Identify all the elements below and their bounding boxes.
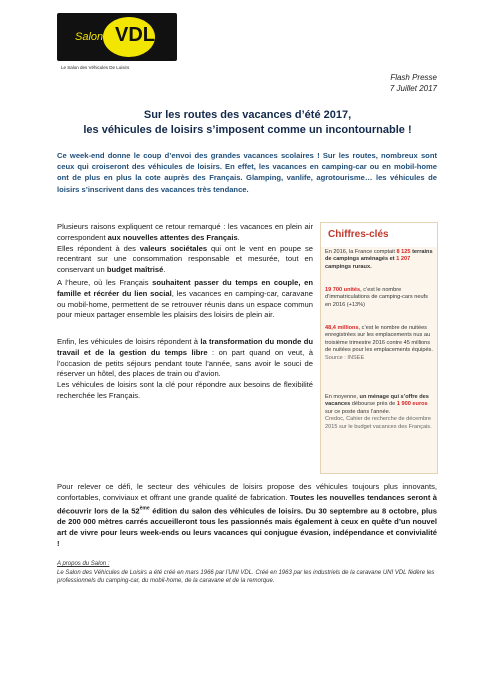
key-figure-budget bbox=[325, 394, 435, 431]
logo-vdl-text: VDL bbox=[115, 24, 155, 46]
document-title bbox=[40, 108, 455, 138]
lead-paragraph: Ce week-end donne le coup d’envoi des grandes vacances scolaires ! Sur les routes, nombreux sont ceux qui croiseront des véhicules de loisirs. En effet, les vacances en camping-car ou en mobil-home ont de plus en plus la cote auprès des Français. Glamping, vanlife, agrotourisme… les véhicules de loisirs s’inscrivent dans des vacances très tendance. bbox=[57, 151, 437, 194]
bold-span: édition du salon des véhicules de loisirs. Du 30 septembre au 8 octobre, plus de 200 000 mètres carrés accueilleront tous les passionnés mais également à ceux en quête d’un nouvel art de vivre pour leurs week-ends ou leurs vacances qui conjugue évasion, indépendance et convivialité ! bbox=[57, 506, 437, 548]
text-span: , c’est le nombre d’immatriculations de camping-cars neufs en 2016 (+13%) bbox=[325, 287, 428, 308]
superscript: ème bbox=[139, 505, 150, 512]
source-note: Source : INSEE bbox=[325, 354, 365, 361]
flash-presse-label: Flash Presse bbox=[390, 73, 437, 82]
about-text: Le Salon des Véhicules de Loisirs a été créé en mars 1966 par l’UNI VDL. Créé en 1963 par les industriels de la caravane UNI VDL fédère les professionnels du camping-car, du mobil-home, de la caravane et de la remorque. bbox=[57, 569, 435, 585]
text-span: . bbox=[163, 265, 166, 275]
paragraph-social bbox=[57, 278, 313, 321]
text-span: , les vacances en camping-car, caravane ou mobil-home, permettent de se retrouver réunis dans un espace commun pour mieux partager ensemble les plaisirs des loisirs de plein air. bbox=[57, 288, 313, 320]
bold-span: valeurs sociétales bbox=[139, 243, 208, 253]
about-salon bbox=[57, 560, 437, 586]
source-note: Credoc, Cahier de recherche de décembre 2015 sur le budget vacances des Français. bbox=[325, 416, 432, 430]
text-span: sur ce poste dans l’année. bbox=[325, 408, 391, 415]
paragraph-reasons bbox=[57, 222, 313, 276]
text-span: En moyenne, bbox=[325, 394, 360, 400]
bold-span: souhaitent passer du temps en couple, en famille et récréer du lien social bbox=[57, 278, 313, 298]
key-figure-campings bbox=[325, 249, 435, 271]
text-span: débourse près de bbox=[350, 401, 397, 408]
key-figure-registrations bbox=[325, 287, 435, 309]
highlight-number: 8 125 bbox=[396, 249, 411, 255]
title-line-1: Sur les routes des vacances d’été 2017, bbox=[143, 109, 352, 121]
text-span: . bbox=[237, 232, 240, 242]
bold-span: campings ruraux. bbox=[325, 263, 372, 270]
about-heading: A propos du Salon : bbox=[57, 561, 110, 567]
text-span: Plusieurs raisons expliquent ce retour remarqué : les vacances en plein air correspondent bbox=[57, 222, 313, 242]
text-span: , c’est le nombre de nuitées enregistrées sur les emplacements nus au troisième trimestre 2016 contre 45 millions de nuitées pour les emplacements équipés. bbox=[325, 325, 433, 354]
text-span: Pour relever ce défi, le secteur des véhicules de loisirs propose des véhicules toujours plus innovants, confortables, conviviaux et offrant une grande qualité de fabrication. bbox=[57, 482, 437, 502]
highlight-number: 19 700 unités bbox=[325, 287, 361, 293]
text-span: Enfin, les véhicules de loisirs répondent à bbox=[57, 337, 201, 346]
text-span: qui ont le vent en poupe se recentrant sur une consommation responsable et mesurée, tout en conservant un bbox=[57, 243, 313, 275]
key-figure-nights bbox=[325, 325, 435, 362]
logo-tagline: Le Salon des Véhicules De Loisirs bbox=[61, 65, 130, 70]
text-span: A l’heure, où les Français bbox=[57, 278, 153, 287]
highlight-number: 1 207 bbox=[396, 256, 411, 263]
text-span: En 2016, la France comptait bbox=[325, 249, 397, 255]
paragraph-work bbox=[57, 337, 313, 402]
salon-vdl-logo bbox=[57, 13, 177, 71]
highlight-number: 48,4 millions bbox=[325, 325, 359, 331]
bold-span: terrains de campings aménagés et bbox=[325, 249, 433, 263]
text-span: : on part quand on veut, à l’occasion de petits séjours pendant toute l’année, sans avoir le souci de réserver un hôtel, des places de train ou d’avion. bbox=[57, 347, 313, 379]
bold-span: budget maîtrisé bbox=[106, 265, 164, 275]
bold-span: la transformation du monde du travail et de la gestion du temps libre bbox=[57, 337, 313, 357]
logo-salon-text: Salon bbox=[75, 31, 104, 43]
press-date: 7 Juillet 2017 bbox=[389, 84, 437, 93]
title-line-2: les véhicules de loisirs s’imposent comme un incontournable ! bbox=[83, 124, 412, 136]
bold-span: aux nouvelles attentes des Français bbox=[107, 232, 238, 242]
bold-span: un ménage qui s’offre des vacances bbox=[325, 394, 429, 408]
paragraph-salon bbox=[57, 482, 437, 549]
key-figures-title: Chiffres-clés bbox=[328, 229, 389, 240]
text-span: Elles répondent à des bbox=[57, 243, 140, 253]
press-header bbox=[390, 72, 437, 94]
highlight-number: 1 900 euros bbox=[396, 401, 428, 408]
bold-span: Toutes les nouvelles tendances seront à découvrir lors de la 52 bbox=[57, 492, 438, 516]
text-span: Les véhicules de loisirs sont la clé pour répondre aux besoins de flexibilité recherchée les Français. bbox=[57, 380, 313, 400]
